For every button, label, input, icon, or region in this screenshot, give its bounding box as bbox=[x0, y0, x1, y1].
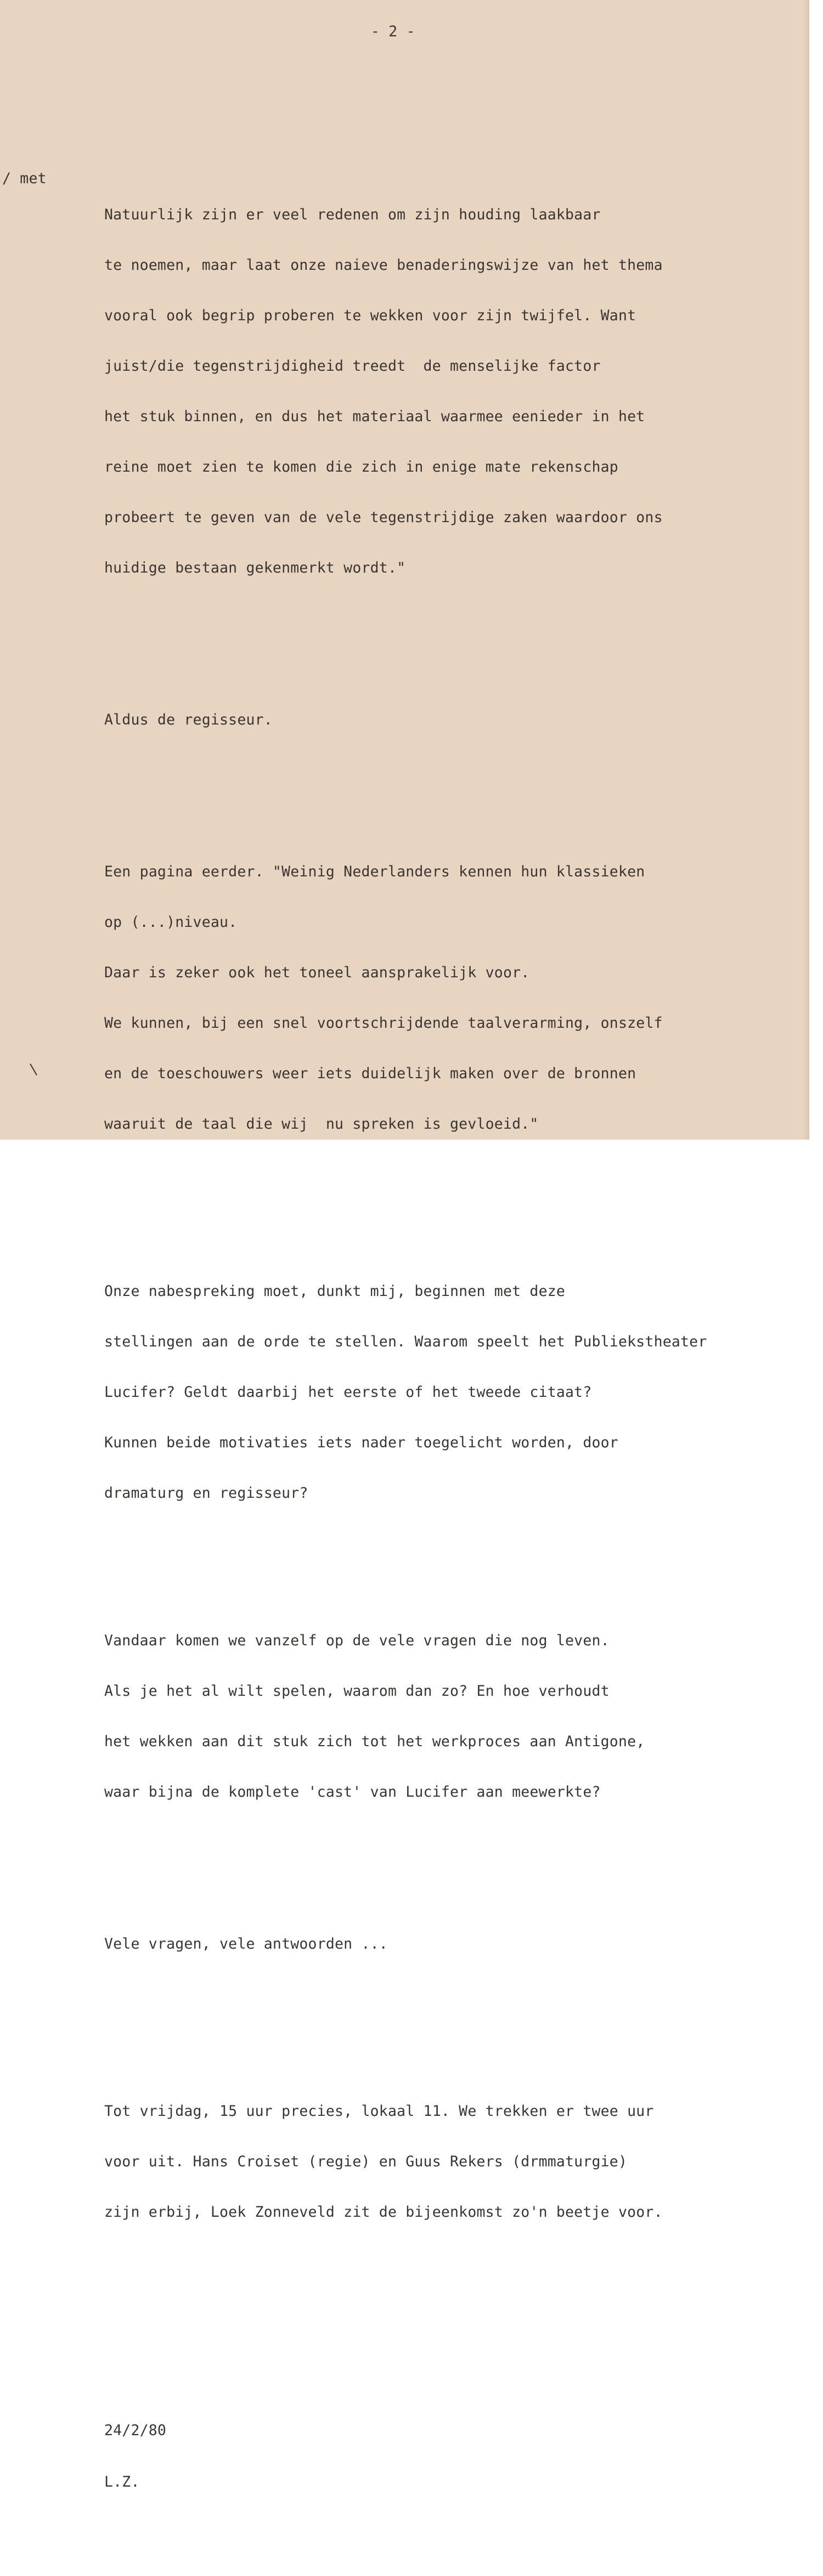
paragraph-pagina-eerder bbox=[104, 830, 707, 1167]
text-line: het wekken aan dit stuk zich tot het werkproces aan Antigone, bbox=[104, 1733, 645, 1750]
paragraph-vragen bbox=[104, 1599, 707, 1835]
text-line: Aldus de regisseur. bbox=[104, 711, 273, 728]
text-line: probeert te geven van de vele tegenstrijdige zaken waardoor ons bbox=[104, 509, 663, 526]
signature-block bbox=[104, 2388, 707, 2525]
text-line: Als je het al wilt spelen, waarom dan zo? En hoe verhoudt bbox=[104, 1683, 610, 1700]
signature-date: 24/2/80 bbox=[104, 2422, 167, 2439]
paragraph-aldus bbox=[104, 678, 707, 762]
text-line: reine moet zien te komen die zich in enige mate rekenschap bbox=[104, 458, 618, 475]
paragraph-tot-vrijdag bbox=[104, 2069, 707, 2255]
text-line: Vandaar komen we vanzelf op de vele vragen die nog leven. bbox=[104, 1632, 610, 1649]
text-line: op (...)niveau. bbox=[104, 914, 238, 931]
paragraph-nabespreking bbox=[104, 1249, 707, 1536]
text-line: Een pagina eerder. "Weinig Nederlanders kennen hun klassieken bbox=[104, 863, 645, 880]
text-line: waar bijna de komplete 'cast' van Lucifer aan meewerkte? bbox=[104, 1784, 601, 1801]
text-line: We kunnen, bij een snel voortschrijdende taalverarming, onszelf bbox=[104, 1015, 663, 1032]
text-line: zijn erbij, Loek Zonneveld zit de bijeenkomst zo'n beetje voor. bbox=[104, 2204, 663, 2221]
letter-body bbox=[104, 122, 707, 2576]
text-line: juist/die tegenstrijdigheid treedt de menselijke factor bbox=[104, 358, 601, 375]
text-line: Vele vragen, vele antwoorden ... bbox=[104, 1935, 388, 1952]
text-line: vooral ook begrip proberen te wekken voor zijn twijfel. Want bbox=[104, 307, 636, 324]
text-line: voor uit. Hans Croiset (regie) en Guus Rekers (drmmaturgie) bbox=[104, 2153, 628, 2170]
page-number: - 2 - bbox=[371, 23, 415, 40]
text-line: te noemen, maar laat onze naieve benaderingswijze van het thema bbox=[104, 257, 663, 274]
margin-note: / met bbox=[2, 170, 47, 187]
text-line: dramaturg en regisseur? bbox=[104, 1485, 308, 1502]
text-line: Kunnen beide motivaties iets nader toegelicht worden, door bbox=[104, 1434, 618, 1451]
paragraph-vele-vragen bbox=[104, 1902, 707, 1986]
margin-mark bbox=[30, 1063, 37, 1075]
text-line: Daar is zeker ook het toneel aansprakelijk voor. bbox=[104, 964, 530, 981]
text-line: en de toeschouwers weer iets duidelijk maken over de bronnen bbox=[104, 1065, 636, 1082]
text-line: Onze nabespreking moet, dunkt mij, beginnen met deze bbox=[104, 1283, 566, 1300]
text-line: waaruit de taal die wij nu spreken is gevloeid." bbox=[104, 1116, 539, 1133]
paragraph-regisseur-quote bbox=[104, 173, 707, 610]
text-line: Natuurlijk zijn er veel redenen om zijn houding laakbaar bbox=[104, 206, 601, 223]
text-line: huidige bestaan gekenmerkt wordt." bbox=[104, 559, 406, 576]
text-line: het stuk binnen, en dus het materiaal waarmee eenieder in het bbox=[104, 408, 645, 425]
signature-initials: L.Z. bbox=[104, 2473, 140, 2490]
text-line: Tot vrijdag, 15 uur precies, lokaal 11. We trekken er twee uur bbox=[104, 2103, 654, 2120]
text-line: Lucifer? Geldt daarbij het eerste of het tweede citaat? bbox=[104, 1384, 592, 1401]
text-line: stellingen aan de orde te stellen. Waarom speelt het Publiekstheater bbox=[104, 1333, 707, 1350]
